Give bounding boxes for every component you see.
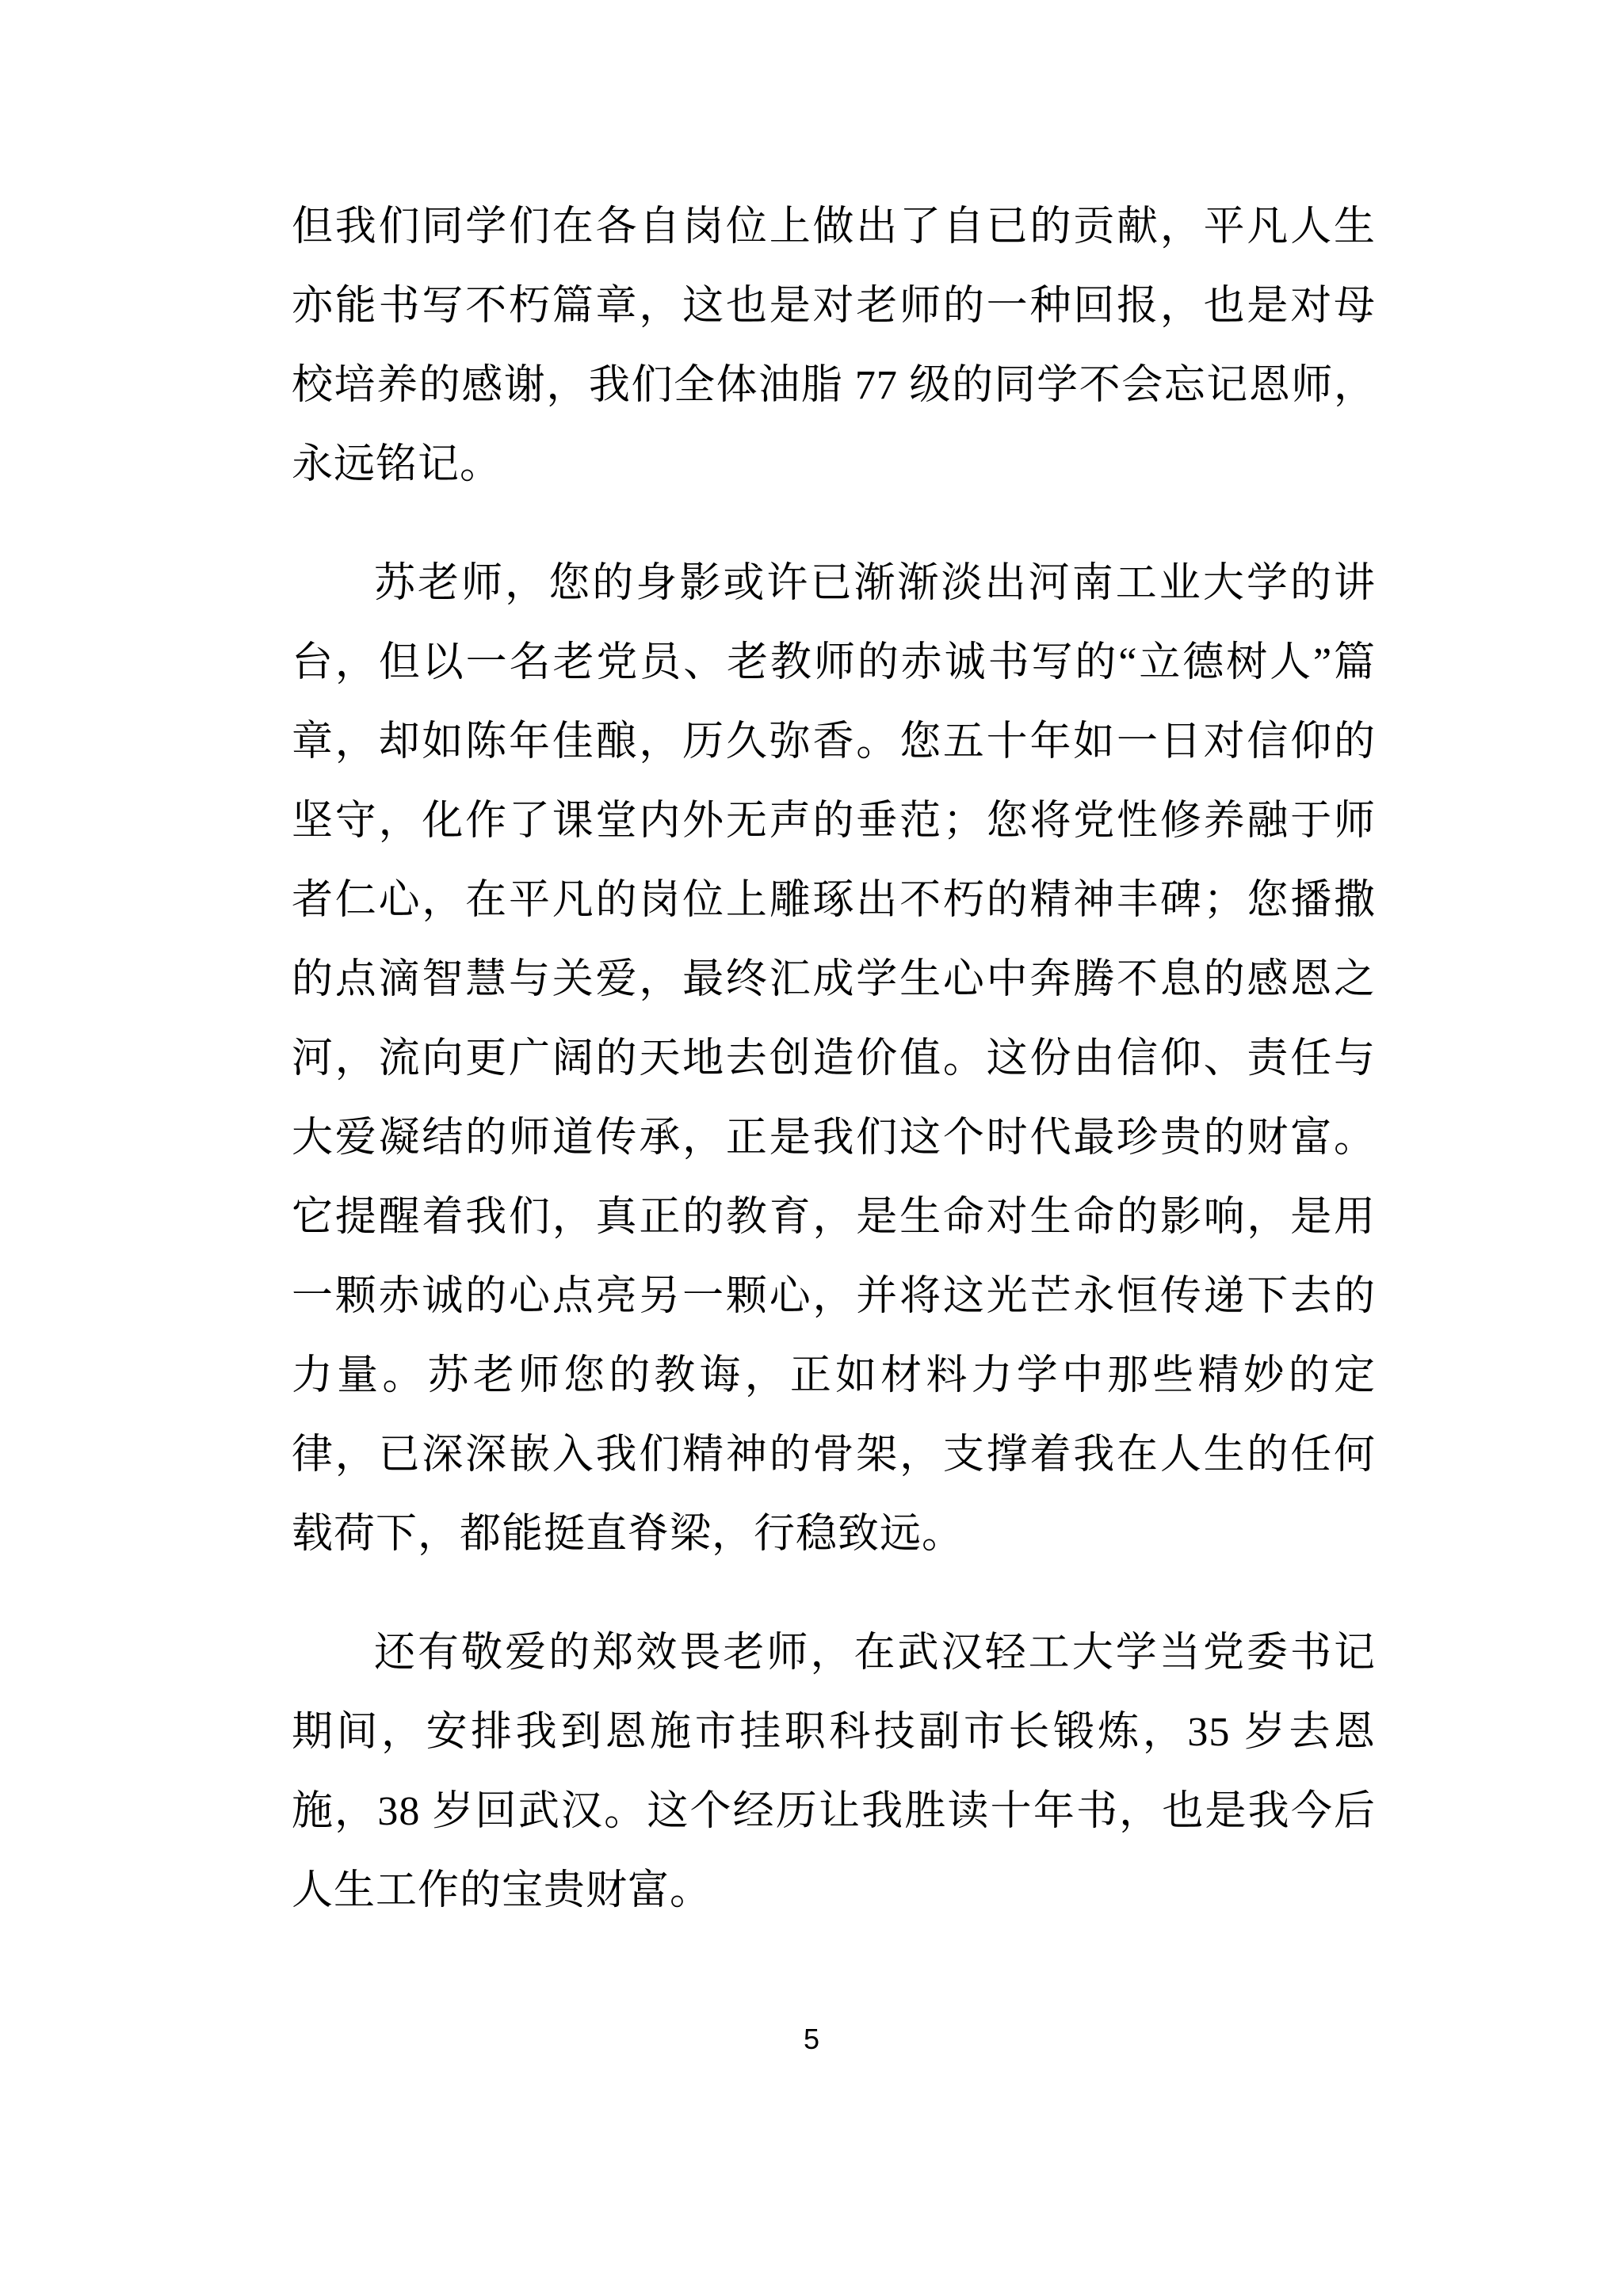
paragraph-tribute-teacher-su: 苏老师，您的身影或许已渐渐淡出河南工业大学的讲台，但以一名老党员、老教师的赤诚书写的“立德树人”篇章，却如陈年佳酿，历久弥香。您五十年如一日对信仰的坚守，化作了课堂内外无声的垂范；您将党性修养融于师者仁心，在平凡的岗位上雕琢出不朽的精神丰碑；您播撒的点滴智慧与关爱，最终汇成学生心中奔腾不息的感恩之河，流向更广阔的天地去创造价值。这份由信仰、责任与大爱凝结的师道传承，正是我们这个时代最珍贵的财富。它提醒着我们，真正的教育，是生命对生命的影响，是用一颗赤诚的心点亮另一颗心，并将这光芒永恒传递下去的力量。苏老师您的教诲，正如材料力学中那些精妙的定律，已深深嵌入我们精神的骨架，支撑着我在人生的任何载荷下，都能挺直脊梁，行稳致远。	[292, 561, 1376, 1557]
paragraph-continuation: 但我们同学们在各自岗位上做出了自已的贡献，平凡人生亦能书写不朽篇章，这也是对老师的一种回报，也是对母校培养的感谢，我们全体油脂 77 级的同学不会忘记恩师，永远铭记。	[292, 204, 1376, 487]
paragraph-tribute-teacher-zheng: 还有敬爱的郑效畏老师，在武汉轻工大学当党委书记期间，安排我到恩施市挂职科技副市长锻炼，35 岁去恩施，38 岁回武汉。这个经历让我胜读十年书，也是我今后人生工作的宝贵财富。	[292, 1630, 1376, 1913]
page-number: 5	[803, 2023, 820, 2055]
